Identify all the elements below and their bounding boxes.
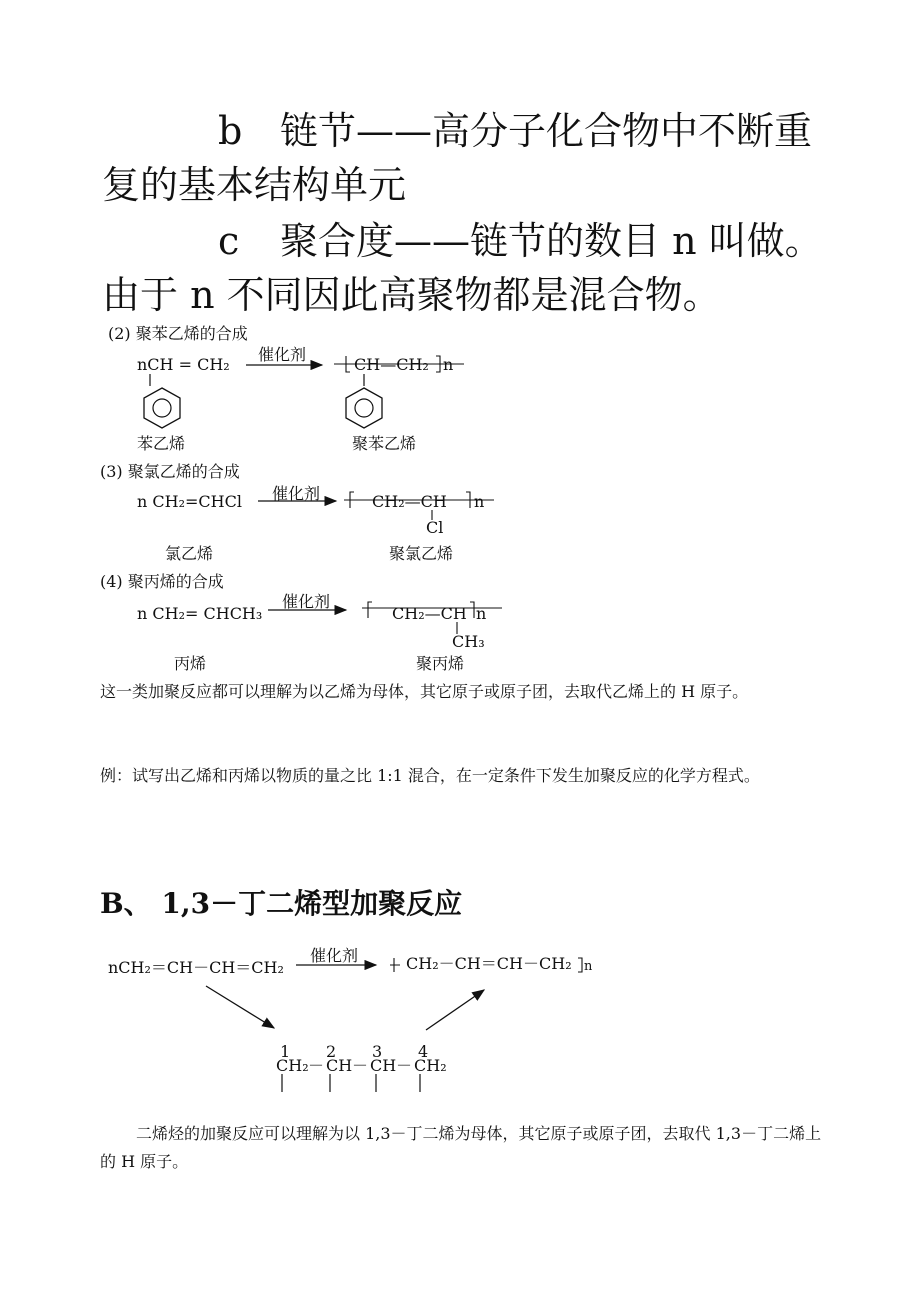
repeat-n: n (443, 355, 454, 374)
down-arrow (206, 986, 274, 1028)
carbon-number-1: 1 (280, 1042, 291, 1061)
example-question: 例：试写出乙烯和丙烯以物质的量之比 1:1 混合，在一定条件下发生加聚反应的化学方程式。 (100, 766, 760, 785)
methyl-substituent: CH₃ (452, 632, 485, 651)
chain-unit-definition-cont: 复的基本结构单元 (102, 163, 407, 207)
carbon-number-4: 4 (418, 1042, 429, 1061)
carbon-number-3: 3 (372, 1042, 383, 1061)
skeleton-c4: CH₂ (414, 1056, 447, 1075)
polybutadiene-formula: CH₂－CH＝CH－CH₂ (406, 954, 572, 973)
close-bracket (470, 602, 474, 618)
catalyst-label: 催化剂 (258, 345, 307, 364)
polystyrene-name: 聚苯乙烯 (352, 434, 417, 453)
polystyrene-formula: CH—CH₂ (354, 355, 429, 374)
polypropylene-formula: CH₂—CH (392, 604, 467, 623)
substitution-note: 这一类加聚反应都可以理解为以乙烯为母体，其它原子或原子团，去取代乙烯上的 H 原子。 (100, 682, 749, 701)
catalyst-label: 催化剂 (282, 592, 331, 611)
skeleton-dash: － (396, 1056, 413, 1075)
repeat-n: n (584, 959, 593, 974)
degree-definition: 聚合度——链节的数目 n 叫做。 (280, 219, 823, 263)
polypropylene-name: 聚丙烯 (416, 654, 465, 673)
section-3-title: (3) 聚氯乙烯的合成 (100, 462, 240, 481)
skeleton-dash: － (308, 1056, 325, 1075)
styrene-formula: nCH = CH₂ (137, 355, 230, 374)
skeleton-c3: CH (370, 1056, 397, 1075)
chlorine-substituent: Cl (426, 518, 444, 537)
chain-unit-definition: 链节——高分子化合物中不断重 (280, 109, 813, 153)
up-arrow (426, 990, 484, 1030)
skeleton-c1: CH₂ (276, 1056, 309, 1075)
skeleton-c2: CH (326, 1056, 353, 1075)
diene-note: 二烯烃的加聚反应可以理解为以 1,3－丁二烯为母体，其它原子或原子团，去取代 1,3－丁二烯上的 H 原子。 (100, 1124, 822, 1171)
vinyl-chloride-formula: n CH₂=CHCl (137, 492, 242, 511)
open-bracket (390, 958, 400, 972)
butadiene-formula: nCH₂＝CH－CH＝CH₂ (108, 958, 284, 977)
styrene-name: 苯乙烯 (137, 434, 186, 453)
catalyst-label: 催化剂 (272, 484, 321, 503)
skeleton-dash: － (352, 1056, 369, 1075)
degree-definition-cont: 由于 n 不同因此高聚物都是混合物。 (102, 273, 721, 317)
carbon-number-2: 2 (326, 1042, 337, 1061)
skeleton-bonds (282, 1074, 420, 1092)
close-bracket (578, 958, 582, 972)
open-bracket (368, 602, 372, 618)
propylene-name: 丙烯 (174, 654, 207, 673)
benzene-ring-icon (144, 388, 180, 428)
section-b-heading: B、 1,3－丁二烯型加聚反应 (100, 887, 463, 920)
vinyl-chloride-name: 氯乙烯 (165, 544, 214, 563)
repeat-n: n (474, 492, 485, 511)
label-c: c (218, 219, 240, 263)
pvc-formula: CH₂—CH (372, 492, 447, 511)
pvc-name: 聚氯乙烯 (389, 544, 454, 563)
benzene-ring-icon (346, 388, 382, 428)
catalyst-label: 催化剂 (310, 946, 359, 965)
section-2-title: (2) 聚苯乙烯的合成 (108, 324, 248, 343)
label-b: b (218, 109, 243, 153)
propylene-formula: n CH₂= CHCH₃ (137, 604, 263, 623)
repeat-n: n (476, 604, 487, 623)
section-4-title: (4) 聚丙烯的合成 (100, 572, 224, 591)
